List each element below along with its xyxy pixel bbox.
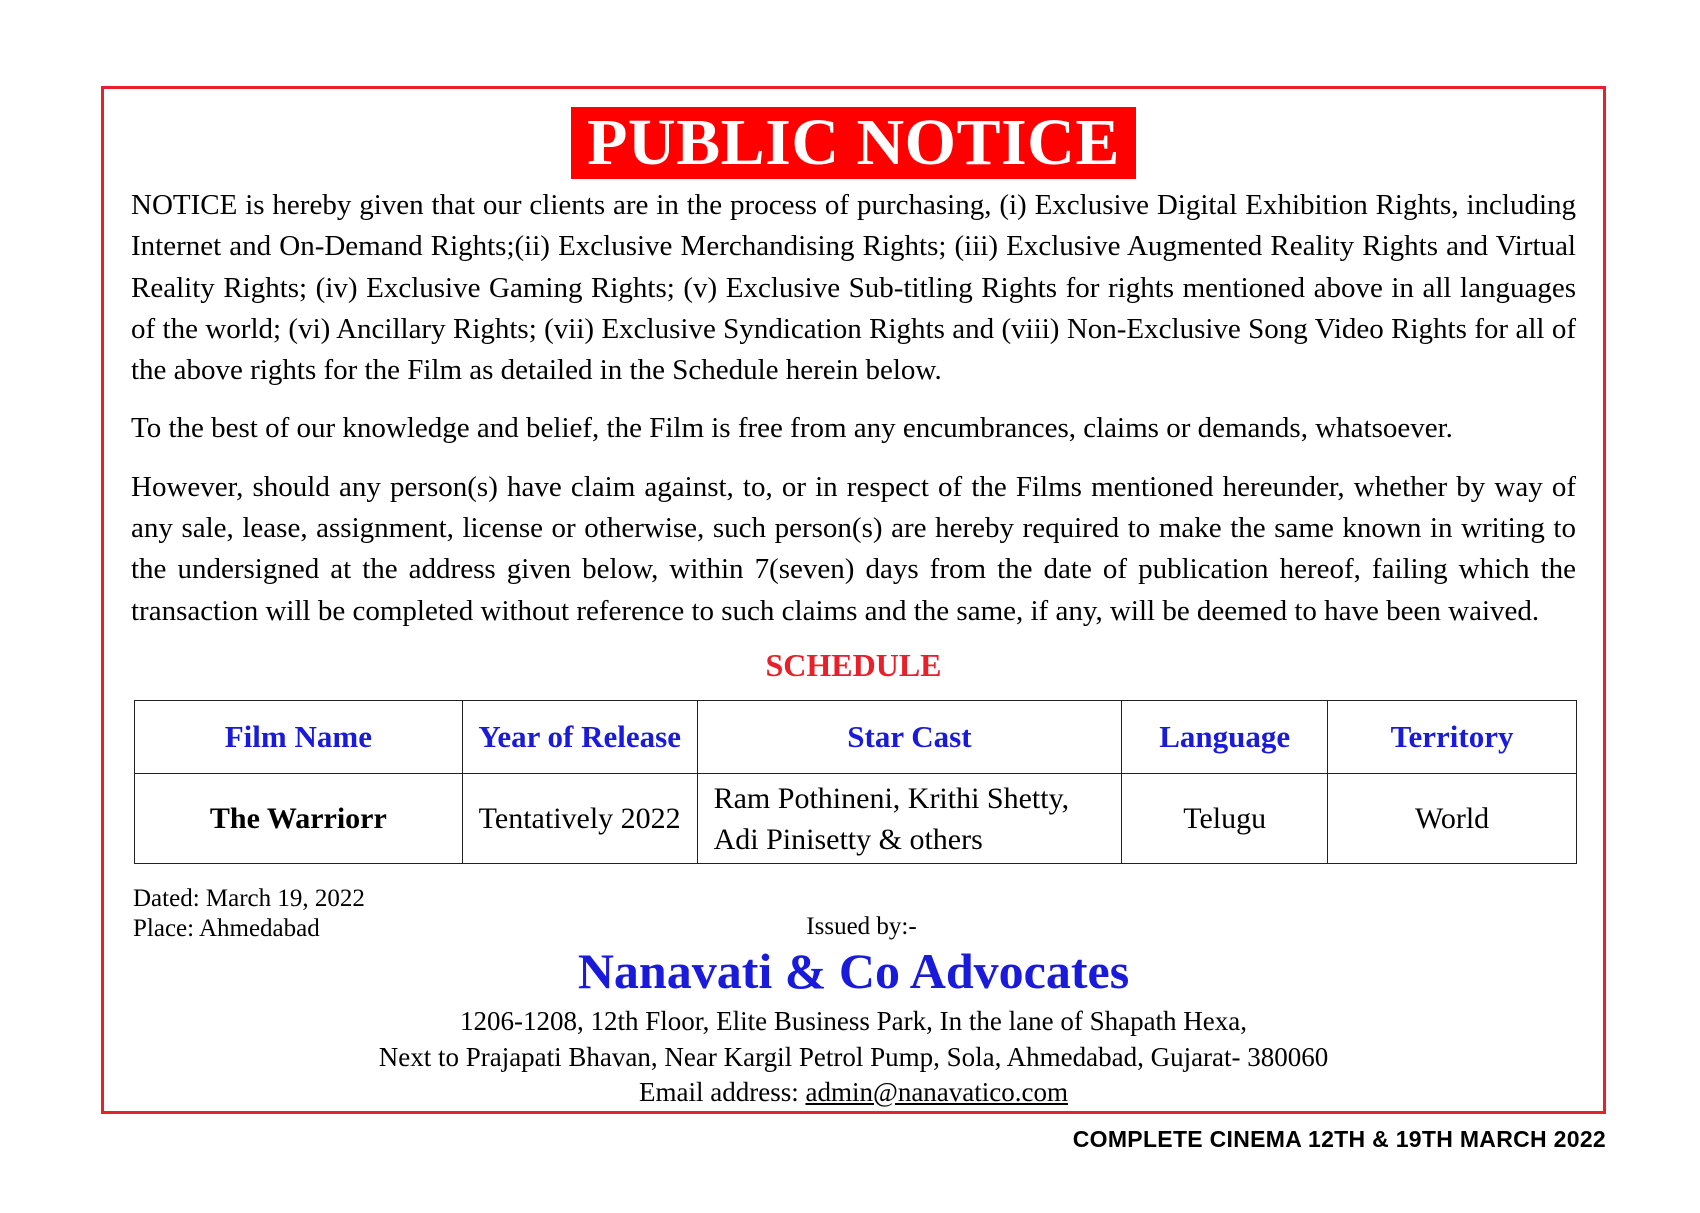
notice-paragraph-2: To the best of our knowledge and belief, the Film is free from any encumbrances, claims or demands, whatsoever. <box>131 412 1453 445</box>
notice-paragraph-1: NOTICE is hereby given that our clients are in the process of purchasing, (i) Exclusive Digital Exhibition Rights, including Internet and On-Demand Rights;(ii) Exclusive Merchandising Rights; (iii) Exclusive Augmented Reality Rights and Virtual Reality Rights; (iv) Exclusive Gaming Rights; (v) Exclusive Sub-titling Rights for rights mentioned above in all languages of the world; (vi) Ancillary Rights; (vii) Exclusive Syndication Rights and (viii) Non-Exclusive Song Video Rights for all of the above rights for the Film as detailed in the Schedule herein below. <box>131 189 1576 387</box>
col-header-language: Language <box>1122 701 1328 774</box>
page-title: PUBLIC NOTICE <box>571 107 1136 179</box>
title-wrap <box>104 107 1603 179</box>
cell-territory: World <box>1328 774 1577 864</box>
cell-language: Telugu <box>1122 774 1328 864</box>
notice-body <box>131 185 1576 649</box>
dated-text: Dated: March 19, 2022 <box>133 885 365 912</box>
schedule-heading: SCHEDULE <box>765 647 942 683</box>
notice-frame <box>101 86 1606 1114</box>
place-text: Place: Ahmedabad <box>133 915 320 942</box>
schedule-table <box>134 700 1577 864</box>
email-link[interactable]: admin@nanavatico.com <box>805 1077 1068 1107</box>
col-header-territory: Territory <box>1328 701 1577 774</box>
table-header-row <box>135 701 1577 774</box>
address-block <box>104 1004 1603 1111</box>
notice-paragraph-3: However, should any person(s) have claim against, to, or in respect of the Films mentioned hereunder, whether by way of any sale, lease, assignment, license or otherwise, such person(s) are hereby required to make the same known in writing to the undersigned at the address given below, within 7(seven) days from the date of publication hereof, failing which the transaction will be completed without reference to such claims and the same, if any, will be deemed to have been waived. <box>131 470 1576 627</box>
issued-by-text: Issued by:- <box>806 913 917 940</box>
publication-footer: COMPLETE CINEMA 12TH & 19TH MARCH 2022 <box>1072 1126 1606 1152</box>
col-header-year-of-release: Year of Release <box>462 701 697 774</box>
firm-name: Nanavati & Co Advocates <box>577 943 1130 999</box>
email-label: Email address: <box>639 1077 806 1107</box>
star-cast-line-1: Ram Pothineni, Krithi Shetty, <box>713 781 1070 815</box>
col-header-film-name: Film Name <box>135 701 463 774</box>
address-line-2: Next to Prajapati Bhavan, Near Kargil Petrol Pump, Sola, Ahmedabad, Gujarat- 380060 <box>378 1041 1329 1072</box>
cell-year-of-release: Tentatively 2022 <box>462 774 697 864</box>
table-row <box>135 774 1577 864</box>
cell-film-name: The Warriorr <box>135 774 463 864</box>
col-header-star-cast: Star Cast <box>697 701 1122 774</box>
email-line <box>104 1075 1603 1111</box>
star-cast-line-2: Adi Pinisetty & others <box>713 822 983 856</box>
address-line-1: 1206-1208, 12th Floor, Elite Business Park, In the lane of Shapath Hexa, <box>459 1006 1248 1036</box>
issued-by-label <box>104 913 1603 941</box>
cell-star-cast <box>697 774 1122 864</box>
